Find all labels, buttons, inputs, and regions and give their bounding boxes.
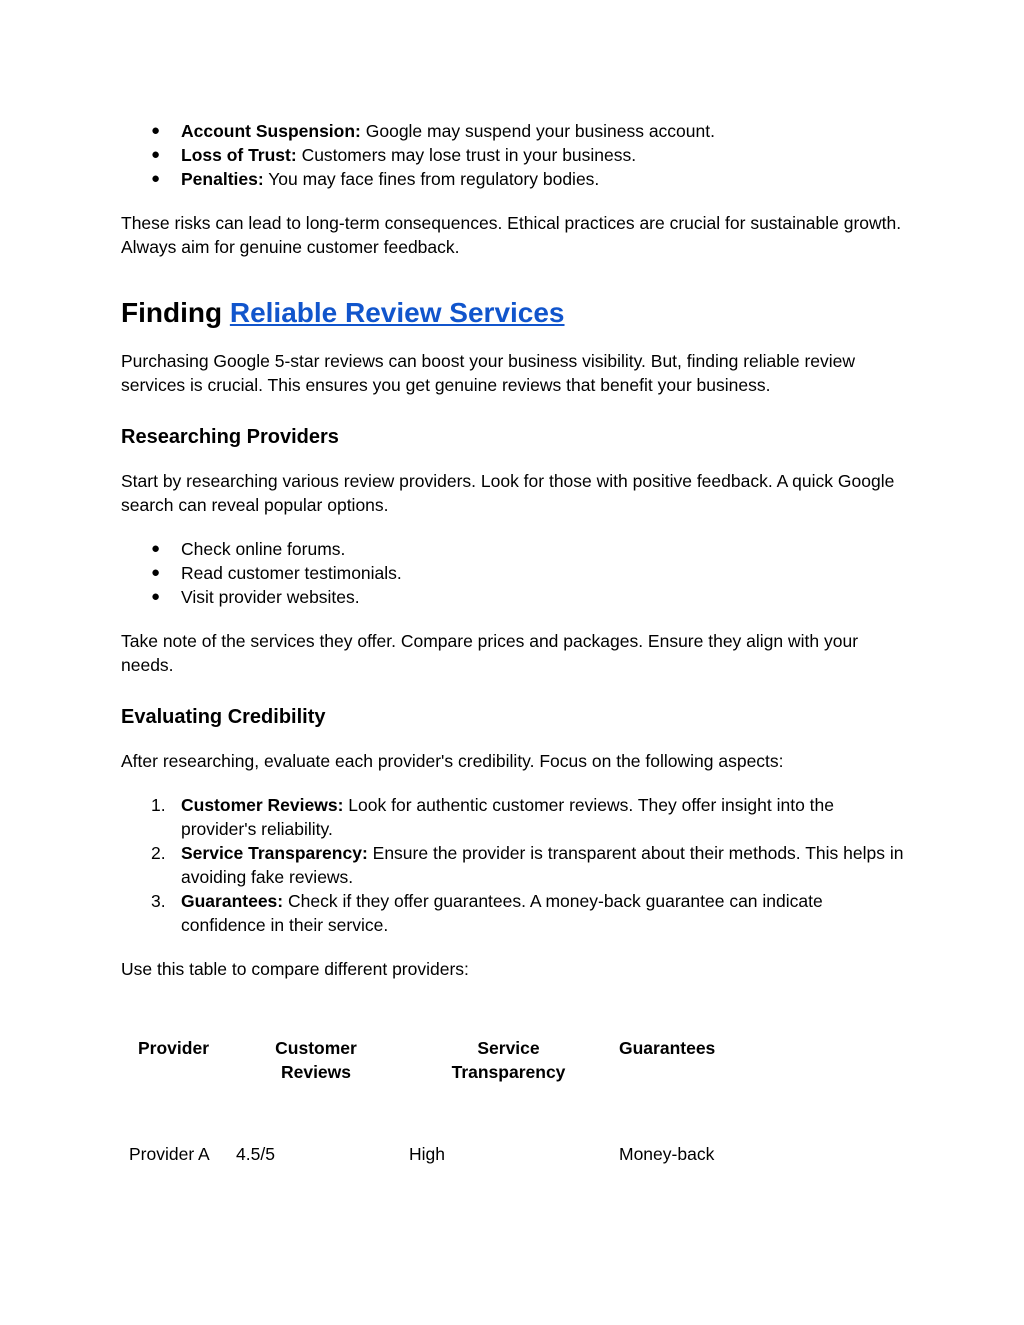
finding-heading: Finding Reliable Review Services <box>121 297 565 328</box>
researching-heading: Researching Providers <box>121 426 339 448</box>
list-item: ● Loss of Trust: Customers may lose trust in your business. <box>151 145 637 165</box>
table-intro: Use this table to compare different providers: <box>121 959 469 979</box>
list-item: ● Read customer testimonials. <box>151 563 402 583</box>
list-item: 1. Customer Reviews: Look for authentic customer reviews. They offer insight into the provider's reliability. <box>151 795 835 839</box>
list-item: ● Visit provider websites. <box>151 587 360 607</box>
header-service-transparency: Service Transparency <box>451 1038 566 1082</box>
cell-transparency: High <box>409 1144 445 1164</box>
bullet-icon: ● <box>151 540 161 557</box>
list-item: 2. Service Transparency: Ensure the provider is transparent about their methods. This helps in avoiding fake reviews. <box>151 843 904 887</box>
evaluating-heading: Evaluating Credibility <box>121 706 326 728</box>
finding-paragraph: Purchasing Google 5-star reviews can boost your business visibility. But, finding reliable review services is crucial. This ensures you get genuine reviews that benefit your business. <box>121 351 856 395</box>
bullet-icon: ● <box>151 122 161 139</box>
bullet-icon: ● <box>151 588 161 605</box>
header-customer-reviews: Customer Reviews <box>275 1038 357 1082</box>
risks-list <box>121 119 911 191</box>
cell-reviews: 4.5/5 <box>236 1144 275 1164</box>
research-list <box>121 537 911 609</box>
list-item: ● Penalties: You may face fines from regulatory bodies. <box>151 169 600 189</box>
list-item: ● Check online forums. <box>151 539 346 559</box>
cell-guarantees: Money-back <box>619 1144 715 1164</box>
header-provider: Provider <box>138 1038 209 1058</box>
research-note: Take note of the services they offer. Compare prices and packages. Ensure they align with your needs. <box>121 631 859 675</box>
reliable-review-services-link[interactable]: Reliable Review Services <box>229 297 565 328</box>
risks-paragraph: These risks can lead to long-term consequences. Ethical practices are crucial for sustainable growth. Always aim for genuine customer feedback. <box>121 213 902 257</box>
evaluating-paragraph: After researching, evaluate each provider's credibility. Focus on the following aspects: <box>121 751 784 771</box>
document-page <box>121 119 911 981</box>
cell-provider: Provider A <box>129 1144 210 1164</box>
list-item: ● Account Suspension: Google may suspend your business account. <box>151 121 715 141</box>
bullet-icon: ● <box>151 564 161 581</box>
researching-paragraph: Start by researching various review providers. Look for those with positive feedback. A quick Google search can reveal popular options. <box>121 471 895 515</box>
bullet-icon: ● <box>151 170 161 187</box>
bullet-icon: ● <box>151 146 161 163</box>
header-guarantees: Guarantees <box>619 1038 716 1058</box>
table-header-row <box>121 1036 769 1142</box>
table-row <box>121 1142 769 1166</box>
provider-comparison-table <box>121 1036 769 1166</box>
aspects-list <box>121 793 911 937</box>
list-item: 3. Guarantees: Check if they offer guarantees. A money-back guarantee can indicate confidence in their service. <box>151 891 823 935</box>
